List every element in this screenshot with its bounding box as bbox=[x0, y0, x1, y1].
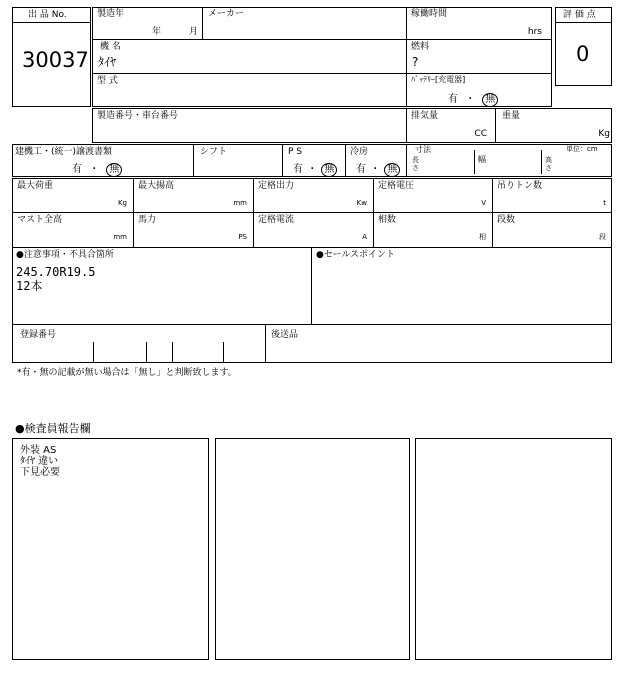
spec-row4-unit-1: mm bbox=[233, 199, 247, 207]
spec-row4-label-2: 定格出力 bbox=[258, 181, 295, 191]
spec-row5-label-3: 相数 bbox=[378, 215, 397, 225]
fuel-value: ? bbox=[412, 55, 419, 69]
maker-label: メーカー bbox=[208, 9, 244, 19]
registration-label: 登録番号 bbox=[20, 330, 57, 340]
spec-row5-label-2: 定格電流 bbox=[258, 215, 295, 225]
spec-row5-unit-4: 段 bbox=[599, 233, 606, 241]
weight-label: 重量 bbox=[502, 111, 521, 121]
spec-row5-unit-2: A bbox=[362, 233, 367, 241]
manufacture-year-unit: 年 bbox=[152, 27, 162, 37]
dimensions-label: 寸法 bbox=[415, 145, 431, 154]
operating-hours-unit: hrs bbox=[527, 27, 542, 37]
inspector-title: ●検査員報告欄 bbox=[15, 422, 91, 435]
spec-row4-unit-4: t bbox=[603, 199, 606, 207]
ps-options bbox=[293, 160, 337, 177]
notes-line-1: 245.70R19.5 bbox=[16, 265, 96, 279]
spec-row4-unit-3: V bbox=[481, 199, 486, 207]
transfer-doc-options bbox=[72, 160, 122, 177]
inspector-line-2: ﾀｲﾔ 違い bbox=[20, 456, 59, 467]
ps-yes: 有 bbox=[293, 164, 303, 175]
battery-yes: 有 bbox=[448, 94, 458, 105]
model-name-label: 機 名 bbox=[100, 42, 121, 52]
lot-number-label: 出 品 No. bbox=[28, 10, 67, 20]
spec-row5-label-0: マスト全高 bbox=[17, 215, 63, 225]
serial-label: 製造番号・車台番号 bbox=[97, 111, 179, 121]
dimensions-height: 高 さ bbox=[545, 156, 552, 172]
spec-row4-label-1: 最大揚高 bbox=[138, 181, 175, 191]
inspector-line-3: 下見必要 bbox=[20, 467, 60, 478]
footnote: *有・無の記載が無い場合は「無し」と判断致します。 bbox=[17, 368, 237, 378]
cooling-options bbox=[356, 160, 400, 177]
ps-dot: ・ bbox=[307, 164, 318, 175]
battery-no-circled: 無 bbox=[482, 93, 498, 107]
registration-box bbox=[12, 324, 612, 363]
transfer-doc-label: 建機工・(統一)譲渡書類 bbox=[15, 147, 113, 157]
transfer-doc-no-circled: 無 bbox=[106, 163, 122, 177]
spec-row4-label-4: 吊りトン数 bbox=[497, 181, 543, 191]
battery-dot: ・ bbox=[465, 94, 476, 105]
spec-row4-label-3: 定格電圧 bbox=[378, 181, 415, 191]
notes-line-2: 12本 bbox=[16, 279, 43, 293]
notes-label: ●注意事項・不具合箇所 bbox=[16, 250, 114, 260]
dimensions-length: 長 さ bbox=[412, 156, 419, 172]
displacement-label: 排気量 bbox=[411, 111, 439, 121]
cooling-no-circled: 無 bbox=[384, 163, 400, 177]
inspector-box-3 bbox=[415, 438, 612, 660]
cooling-dot: ・ bbox=[370, 164, 381, 175]
battery-label: ﾊﾞｯﾃﾘｰ[充電器] bbox=[411, 75, 466, 84]
weight-unit: Kg bbox=[598, 129, 610, 139]
follow-up-label: 後送品 bbox=[271, 330, 299, 340]
rating-label: 評 価 点 bbox=[563, 10, 596, 20]
spec-row4-unit-2: Kw bbox=[356, 199, 367, 207]
displacement-unit: CC bbox=[474, 129, 487, 139]
ps-no-circled: 無 bbox=[321, 163, 337, 177]
spec-row4-label-0: 最大荷重 bbox=[17, 181, 54, 191]
rating-value: 0 bbox=[576, 42, 590, 66]
spec-row5-unit-3: 相 bbox=[479, 233, 486, 241]
spec-row5-label-1: 馬力 bbox=[138, 215, 157, 225]
manufacture-month-unit: 月 bbox=[189, 27, 199, 37]
ps-label: P S bbox=[288, 147, 303, 157]
dimensions-unit-note: 単位：cm bbox=[566, 145, 598, 153]
spec-row5-label-4: 段数 bbox=[497, 215, 516, 225]
dimensions-width: 幅 bbox=[478, 155, 486, 164]
cooling-yes: 有 bbox=[356, 164, 366, 175]
spec-row5-unit-1: PS bbox=[238, 233, 247, 241]
model-name-value: ﾀｲﾔ bbox=[98, 55, 117, 69]
spec-row5-unit-0: mm bbox=[113, 233, 127, 241]
fuel-label: 燃料 bbox=[411, 42, 430, 52]
selling-points-label: ●セールスポイント bbox=[316, 250, 396, 260]
cooling-label: 冷房 bbox=[350, 147, 369, 157]
inspector-line-1: 外装 AS bbox=[20, 445, 57, 456]
transfer-doc-yes: 有 bbox=[72, 164, 82, 175]
shift-label: シフト bbox=[200, 147, 228, 157]
transfer-doc-dot: ・ bbox=[89, 164, 100, 175]
manufacture-year-label: 製造年 bbox=[97, 9, 125, 19]
lot-number-value: 30037 bbox=[22, 48, 89, 72]
operating-hours-label: 稼働時間 bbox=[411, 9, 448, 19]
model-type-label: 型 式 bbox=[97, 76, 118, 86]
spec-row4-unit-0: Kg bbox=[117, 199, 127, 207]
inspector-box-2 bbox=[215, 438, 410, 660]
battery-options bbox=[448, 90, 498, 107]
